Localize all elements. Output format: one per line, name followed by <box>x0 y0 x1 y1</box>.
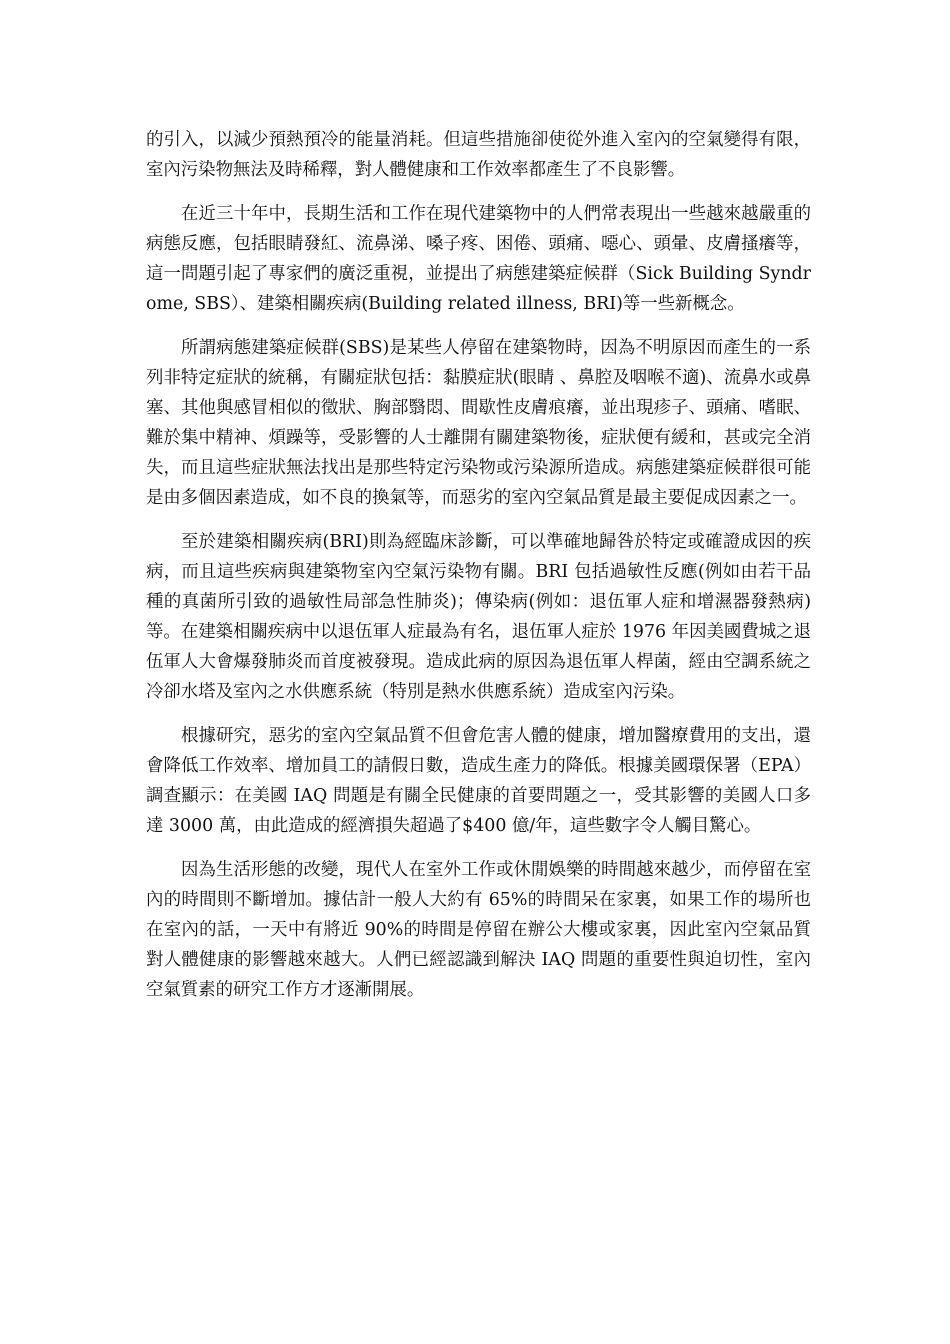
paragraph-sbs-intro: 在近三十年中，長期生活和工作在現代建築物中的人們常表現出一些越來越嚴重的病態反應，包括眼睛發紅、流鼻涕、嗓子疼、困倦、頭痛、噁心、頭暈、皮膚搔癢等，這一問題引起了專家們的廣泛重視，並提出了病態建築症候群（Sick Building Syndrome, SBS）、建築相關疾病(Building related illness, BRI)等一些新概念。 <box>146 204 811 314</box>
document-body <box>146 125 811 1019</box>
paragraph-epa-research: 根據研究，惡劣的室內空氣品質不但會危害人體的健康，增加醫療費用的支出，還會降低工作效率、增加員工的請假日數，造成生產力的降低。根據美國環保署（EPA）調查顯示：在美國 IAQ 問題是有關全民健康的首要問題之一，受其影響的美國人口多達 3000 萬，由此造成的經濟損失超過了$400 億/年，這些數字令人觸目驚心。 <box>146 726 811 836</box>
paragraph-sbs-definition: 所謂病態建築症候群(SBS)是某些人停留在建築物時，因為不明原因而產生的一系列非特定症狀的統稱，有關症狀包括：黏膜症狀(眼睛 、鼻腔及咽喉不適)、流鼻水或鼻塞、其他與感冒相似的徵狀、胸部翳悶、間歇性皮膚痕癢，並出現疹子、頭痛、嗜眠、難於集中精神、煩躁等，受影響的人士離開有關建築物後，症狀便有緩和，甚或完全消失，而且這些症狀無法找出是那些特定污染物或污染源所造成。病態建築症候群很可能是由多個因素造成，如不良的換氣等，而惡劣的室內空氣品質是最主要促成因素之一。 <box>146 338 811 508</box>
paragraph-continuation: 的引入，以減少預熱預冷的能量消耗。但這些措施卻使從外進入室內的空氣變得有限，室內污染物無法及時稀釋，對人體健康和工作效率都產生了不良影響。 <box>146 130 811 180</box>
paragraph-bri-definition: 至於建築相關疾病(BRI)則為經臨床診斷，可以準確地歸咎於特定或確證成因的疾病，而且這些疾病與建築物室內空氣污染物有關。BRI 包括過敏性反應(例如由若干品種的真菌所引致的過敏性局部急性肺炎)；傳染病(例如：退伍軍人症和增濕器發熱病)等。在建築相關疾病中以退伍軍人症最為有名，退伍軍人症於 1976 年因美國費城之退伍軍人大會爆發肺炎而首度被發現。造成此病的原因為退伍軍人桿菌，經由空調系統之冷卻水塔及室內之水供應系統（特別是熱水供應系統）造成室內污染。 <box>146 532 811 702</box>
paragraph-indoor-time: 因為生活形態的改變，現代人在室外工作或休閒娛樂的時間越來越少，而停留在室內的時間則不斷增加。據估計一般人大約有 65%的時間呆在家裏，如果工作的場所也在室內的話，一天中有將近 90%的時間是停留在辦公大樓或家裏，因此室內空氣品質對人體健康的影響越來越大。人們已經認識到解決 IAQ 問題的重要性與迫切性，室內空氣質素的研究工作方才逐漸開展。 <box>146 860 811 1000</box>
